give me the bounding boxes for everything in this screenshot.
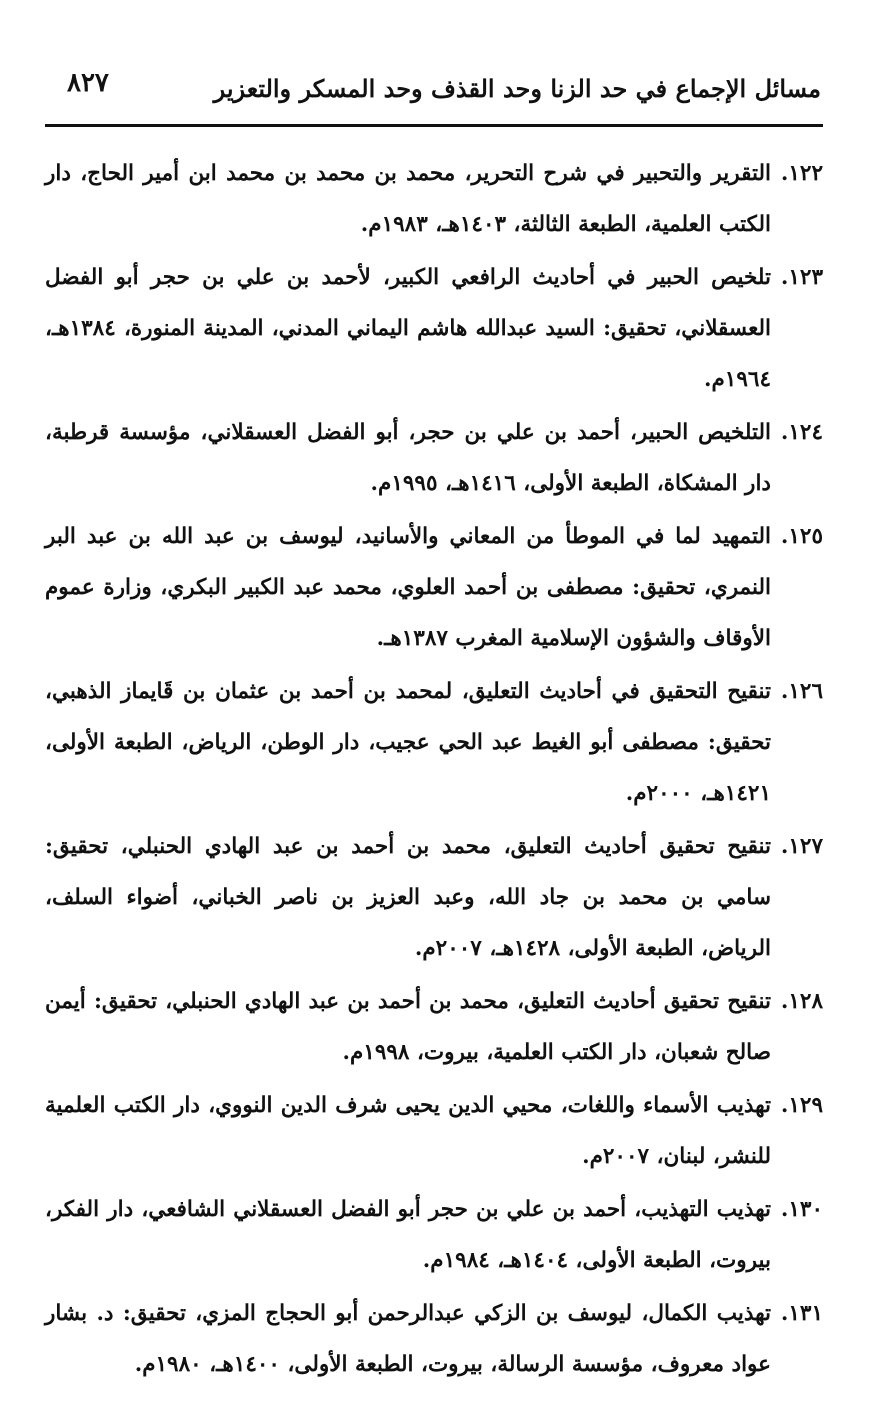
entry-number: ١٢٦.: [780, 679, 823, 704]
running-header-title: مسائل الإجماع في حد الزنا وحد القذف وحد المسكر والتعزير: [213, 74, 821, 103]
entry-text: تهذيب الكمال، ليوسف بن الزكي عبدالرحمن أبو الحجاج المزي، تحقيق: د. بشار عواد معروف، مؤسسة الرسالة، بيروت، الطبعة الأولى، ١٤٠٠هـ، ١٩٨٠م.: [45, 1301, 771, 1377]
entry-number: ١٢٤.: [780, 420, 823, 445]
entry-text: تنقيح التحقيق في أحاديث التعليق، لمحمد بن أحمد بن عثمان بن قَايماز الذهبي، تحقيق: مصطفى أبو الغيط عبد الحي عجيب، دار الوطن، الرياض، الطبعة الأولى، ١٤٢١هـ، ٢٠٠٠م.: [45, 679, 771, 806]
bibliography-entry: [45, 1184, 823, 1286]
running-header: [45, 58, 823, 120]
entry-number: ١٢٧.: [780, 834, 823, 859]
entry-text: تلخيص الحبير في أحاديث الرافعي الكبير، لأحمد بن علي بن حجر أبو الفضل العسقلاني، تحقيق: السيد عبدالله هاشم اليماني المدني، المدينة المنورة، ١٣٨٤هـ، ١٩٦٤م.: [45, 265, 771, 392]
entry-text: التلخيص الحبير، أحمد بن علي بن حجر، أبو الفضل العسقلاني، مؤسسة قرطبة، دار المشكاة، الطبعة الأولى، ١٤١٦هـ، ١٩٩٥م.: [45, 420, 771, 496]
entry-text: تهذيب الأسماء واللغات، محيي الدين يحيى شرف الدين النووي، دار الكتب العلمية للنشر، لبنان، ٢٠٠٧م.: [45, 1093, 771, 1169]
entry-text: التقرير والتحبير في شرح التحرير، محمد بن محمد بن محمد ابن أمير الحاج، دار الكتب العلمية، الطبعة الثالثة، ١٤٠٣هـ، ١٩٨٣م.: [45, 161, 771, 237]
bibliography-entry: [45, 1080, 823, 1182]
entry-number: ١٢٢.: [780, 161, 823, 186]
bibliography-list: [45, 148, 823, 1392]
entry-text: تهذيب التهذيب، أحمد بن علي بن حجر أبو الفضل العسقلاني الشافعي، دار الفكر، بيروت، الطبعة الأولى، ١٤٠٤هـ، ١٩٨٤م.: [45, 1197, 771, 1273]
entry-number: ١٢٥.: [780, 524, 823, 549]
bibliography-entry: [45, 511, 823, 664]
bibliography-entry: [45, 252, 823, 405]
entry-number: ١٣٠.: [780, 1197, 823, 1222]
bibliography-entry: [45, 407, 823, 509]
entry-number: ١٢٩.: [780, 1093, 823, 1118]
bibliography-entry: [45, 666, 823, 819]
header-rule: [45, 124, 823, 127]
bibliography-entry: [45, 148, 823, 250]
entry-number: ١٢٣.: [780, 265, 823, 290]
bibliography-entry: [45, 821, 823, 974]
entry-text: التمهيد لما في الموطأ من المعاني والأسانيد، ليوسف بن عبد الله بن عبد البر النمري، تحقيق: مصطفى بن أحمد العلوي، محمد عبد الكبير البكري، وزارة عموم الأوقاف والشؤون الإسلامية المغرب ١٣٨٧هـ.: [45, 524, 771, 651]
entry-text: تنقيح تحقيق أحاديث التعليق، محمد بن أحمد بن عبد الهادي الحنبلي، تحقيق: أيمن صالح شعبان، دار الكتب العلمية، بيروت، ١٩٩٨م.: [45, 989, 771, 1065]
entry-text: تنقيح تحقيق أحاديث التعليق، محمد بن أحمد بن عبد الهادي الحنبلي، تحقيق: سامي بن محمد بن جاد الله، وعبد العزيز بن ناصر الخباني، أضواء السلف، الرياض، الطبعة الأولى، ١٤٢٨هـ، ٢٠٠٧م.: [45, 834, 771, 961]
entry-number: ١٣١.: [780, 1301, 823, 1326]
entry-number: ١٢٨.: [780, 989, 823, 1014]
page-number: ٨٢٧: [67, 68, 109, 98]
bibliography-entry: [45, 976, 823, 1078]
book-page: [45, 58, 823, 1377]
bibliography-entry: [45, 1288, 823, 1390]
